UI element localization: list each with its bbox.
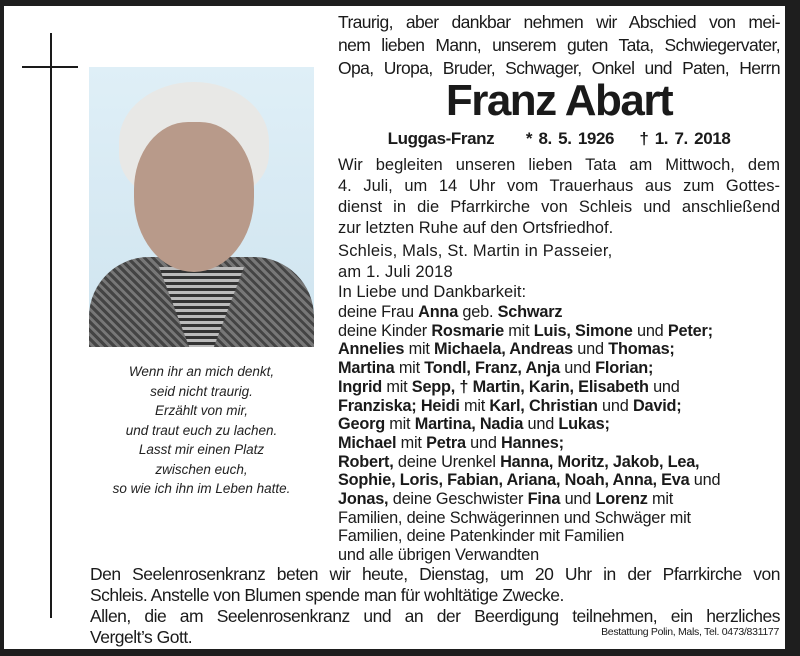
place-line: Schleis, Mals, St. Martin in Passeier, bbox=[338, 242, 613, 260]
family-text: Familien, deine Patenkinder mit Familien bbox=[338, 527, 625, 546]
family-text: und bbox=[560, 490, 596, 509]
family-text: mit bbox=[404, 340, 435, 359]
family-name: Jonas, bbox=[338, 490, 389, 509]
life-dates bbox=[338, 129, 780, 149]
poem-line: Wenn ihr an mich denkt, bbox=[128, 364, 275, 379]
family-text: deine Urenkel bbox=[393, 452, 501, 471]
intro-line: Traurig, aber dankbar nehmen wir Abschied von mei- bbox=[338, 12, 780, 32]
family-text: mit bbox=[394, 359, 425, 378]
closing-line: Allen, die am Seelenrosenkranz und an der Beerdigung teilnehmen, ein herzliches bbox=[90, 606, 780, 626]
poem-line: zwischen euch, bbox=[155, 461, 248, 477]
family-text: mit bbox=[459, 396, 490, 415]
family-line bbox=[338, 527, 780, 546]
family-name: Hanna, Moritz, Jakob, Lea, bbox=[500, 452, 700, 471]
portrait-photo bbox=[89, 67, 314, 347]
family-line bbox=[338, 434, 780, 453]
funeral-line: 4. Juli, um 14 Uhr vom Trauerhaus aus zum Gottes- bbox=[338, 177, 780, 195]
family-name: Petra bbox=[426, 433, 466, 452]
poem-line: Lasst mir einen Platz bbox=[138, 442, 265, 457]
family-text: mit bbox=[382, 377, 412, 396]
poem bbox=[89, 362, 314, 499]
family-line bbox=[338, 546, 780, 565]
family-text: und bbox=[572, 340, 609, 359]
family-name: Tondl, Franz, Anja bbox=[424, 359, 560, 378]
intro-text bbox=[338, 11, 780, 80]
family-line bbox=[338, 359, 780, 378]
family-text: und bbox=[597, 396, 633, 415]
family-text: und bbox=[648, 377, 680, 396]
family-name: Luis, Simone bbox=[533, 321, 633, 340]
family-name: Sepp, † Martin, Karin, Elisabeth bbox=[411, 377, 649, 396]
family-text: Familien, deine Schwägerinnen und Schwäger mit bbox=[338, 508, 691, 527]
birth-date: * 8. 5. 1926 bbox=[525, 129, 615, 148]
family-line bbox=[338, 509, 780, 528]
family-name: Peter; bbox=[667, 321, 713, 340]
family-text: deine Frau bbox=[338, 303, 419, 321]
intro-line: nem lieben Mann, unserem guten Tata, Schwiegervater, bbox=[338, 35, 780, 55]
family-name: Lorenz bbox=[595, 490, 648, 509]
family-line bbox=[338, 415, 780, 434]
funeral-line: Wir begleiten unseren lieben Tata am Mittwoch, dem bbox=[338, 156, 780, 174]
intro-line: Opa, Uropa, Bruder, Schwager, Onkel und Paten, Herrn bbox=[338, 58, 780, 78]
poem-line: so wie ich ihn im Leben hatte. bbox=[112, 481, 291, 496]
family-name: David; bbox=[632, 396, 682, 415]
family-line bbox=[338, 322, 780, 341]
poem-line: seid nicht traurig. bbox=[150, 383, 253, 399]
family-name: Schwarz bbox=[497, 303, 563, 321]
family-name: Franziska; Heidi bbox=[338, 396, 460, 415]
family-name: Georg bbox=[338, 415, 385, 434]
family-line bbox=[338, 340, 780, 359]
family-line bbox=[338, 490, 780, 509]
place-date bbox=[338, 241, 780, 283]
family-text: und alle übrigen Verwandten bbox=[338, 546, 539, 565]
family-text: und bbox=[632, 321, 668, 340]
family-text: mit bbox=[396, 433, 427, 452]
thanks-heading: In Liebe und Dankbarkeit: bbox=[338, 283, 527, 301]
nickname: Luggas-Franz bbox=[387, 129, 495, 148]
family-text: mit bbox=[384, 415, 415, 434]
family-line bbox=[338, 303, 780, 322]
closing-line: Den Seelenrosenkranz beten wir heute, Dienstag, um 20 Uhr in der Pfarrkirche von bbox=[90, 564, 780, 584]
family-name: Robert, bbox=[338, 452, 394, 471]
family-name: Martina, Nadia bbox=[414, 415, 524, 434]
family-text: deine Kinder bbox=[338, 321, 432, 340]
family-line bbox=[338, 471, 780, 490]
family-name: Hannes; bbox=[501, 433, 564, 452]
family-name: Martina bbox=[338, 359, 395, 378]
family-name: Ingrid bbox=[338, 377, 383, 396]
family-name: Rosmarie bbox=[431, 321, 504, 340]
family-text: mit bbox=[503, 321, 534, 340]
family-text: deine Geschwister bbox=[388, 490, 528, 509]
place-line: am 1. Juli 2018 bbox=[338, 263, 453, 281]
family-line bbox=[338, 378, 780, 397]
family-line bbox=[338, 453, 780, 472]
undertaker-info: Bestattung Polin, Mals, Tel. 0473/831177 bbox=[601, 626, 779, 638]
family-name: Michaela, Andreas bbox=[434, 340, 573, 359]
family-name: Fina bbox=[527, 490, 561, 509]
family-text: und bbox=[523, 415, 559, 434]
closing-line: Schleis. Anstelle von Blumen spende man für wohltätige Zwecke. bbox=[90, 585, 564, 605]
family-list bbox=[338, 303, 780, 565]
family-text: geb. bbox=[458, 303, 498, 321]
family-name: Karl, Christian bbox=[489, 396, 598, 415]
family-line bbox=[338, 397, 780, 416]
family-name: Anna bbox=[418, 303, 459, 321]
family-name: Florian; bbox=[595, 359, 654, 378]
funeral-line: zur letzten Ruhe auf den Ortsfriedhof. bbox=[338, 219, 614, 237]
family-name: Sophie, Loris, Fabian, Ariana, Noah, Anna, Eva bbox=[338, 471, 690, 490]
cross-icon bbox=[50, 33, 52, 618]
family-name: Lukas; bbox=[558, 415, 610, 434]
family-text: mit bbox=[647, 490, 674, 509]
poem-line: und traut euch zu lachen. bbox=[125, 422, 278, 438]
family-text: und bbox=[465, 433, 502, 452]
family-name: Thomas; bbox=[608, 340, 675, 359]
funeral-info bbox=[338, 155, 780, 239]
family-text: und bbox=[559, 359, 596, 378]
family-text: und bbox=[689, 471, 721, 490]
family-name: Annelies bbox=[338, 340, 405, 359]
funeral-line: dienst in die Pfarrkirche von Schleis und anschließend bbox=[338, 198, 780, 216]
death-date: † 1. 7. 2018 bbox=[639, 129, 731, 148]
closing-line: Vergelt’s Gott. bbox=[90, 627, 193, 647]
cross-icon-bar bbox=[22, 66, 78, 68]
family-name: Michael bbox=[338, 433, 397, 452]
deceased-name: Franz Abart bbox=[445, 76, 673, 125]
poem-line: Erzählt von mir, bbox=[154, 403, 249, 418]
obituary-card bbox=[4, 6, 785, 649]
